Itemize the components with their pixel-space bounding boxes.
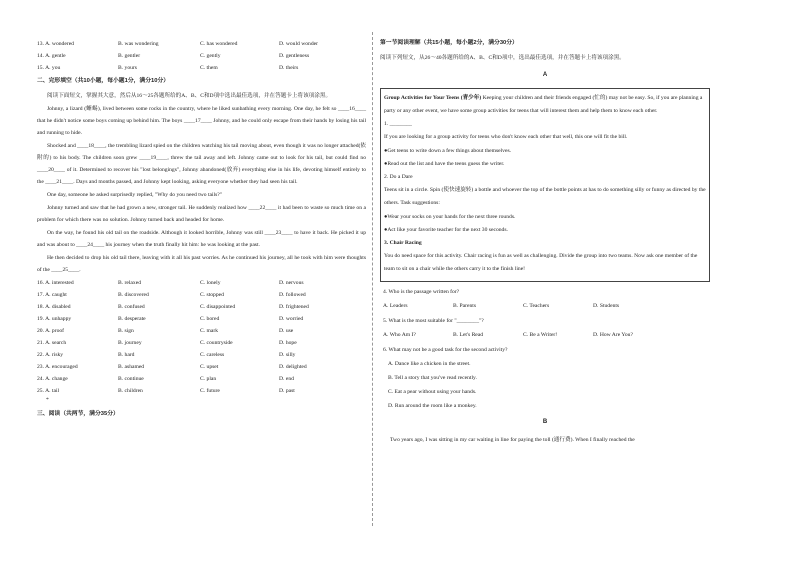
box-intro xyxy=(384,92,706,118)
options-13-15 xyxy=(37,38,366,74)
options-row xyxy=(37,50,366,62)
passage-paragraph: He then decided to drop his old tail there, leaving with it all his past worries. As he continued his journey, all he took with him were thoughts of the ____25____. xyxy=(37,255,366,274)
passage-paragraph: Shocked and ____18____, the trembling lizard spied on the children watching his tail moving about, even though it was no longer attached(依附的) to his body. The children soon grew ____19____, threw the tail away and left. Johnny came out to look for his tail, but could find no ____20____ of it. Determined to recover his "lost belongings", Johnny abandoned(放弃) everything else in his life, devoting himself entirely to the ____21____. Days and months passed, and Johnny kept looking, asking everyone whether they had seen his tail. xyxy=(37,143,366,186)
option-a: 21. A. search xyxy=(37,339,67,346)
column-divider xyxy=(372,32,373,526)
question-5-options xyxy=(380,328,710,343)
option-a: 24. A. change xyxy=(37,375,68,382)
passage-a-box xyxy=(380,88,710,282)
activity-1-heading: 1. ________ xyxy=(384,121,412,128)
activity-3-body: You do need space for this activity. Chair racing is fun as well as challenging. Divide the group into two teams. Now ask one member of the team to sit on a chair while the others carry it to the finish line! xyxy=(384,253,698,273)
option-a: A. Who Am I? xyxy=(383,331,416,338)
option-b: B. yours xyxy=(118,64,137,71)
activity-2-body: Teens sit in a circle. Spin (使快速旋转) a bottle and whoever the top of the bottle points at has to do something silly or funny as directed by the others. Task suggestions: xyxy=(384,187,706,207)
option-a: 22. A. risky xyxy=(37,351,64,358)
activity-2-bullet: ●Wear your socks on your hands for the next three rounds. xyxy=(384,213,516,220)
option-c: C. lonely xyxy=(200,279,221,286)
option-b: B. discovered xyxy=(118,291,149,298)
passage-paragraph: One day, someone he asked surprisedly replied, "Why do you need two tails?" xyxy=(47,192,223,199)
option-b: B. relaxed xyxy=(118,279,141,286)
activity-2-bullet: ●Act like your favorite teacher for the next 30 seconds. xyxy=(384,226,508,233)
option-c: C. mark xyxy=(200,327,219,334)
option-c: C. future xyxy=(200,387,220,394)
question-5: 5. What is the most suitable for "________"? xyxy=(383,317,484,324)
activity-1-body: If you are looking for a group activity for teens who don't know each other that well, this one will fit the bill. xyxy=(384,134,628,141)
passage-paragraph: Johnny turned and saw that he had grown a new, stronger tail. He suddenly realized how ____22____ it had been to waste so much time on a problem for which there was no solution. Johnny turned back and headed for home. xyxy=(37,205,366,224)
options-row xyxy=(37,38,366,50)
option-c: C. upset xyxy=(200,363,219,370)
right-column xyxy=(380,38,710,447)
section-3-title: 三、阅读（共两节，满分35分） xyxy=(37,411,119,418)
options-row xyxy=(37,349,366,361)
option-c: C. plan xyxy=(200,375,217,382)
option-d: D. past xyxy=(279,387,295,394)
options-row xyxy=(37,313,366,325)
option-d: D. delighted xyxy=(279,363,307,370)
option-a: 23. A. encouraged xyxy=(37,363,78,370)
option-c: C. Eat a pear without using your hands. xyxy=(388,388,477,395)
option-d: D. nervous xyxy=(279,279,304,286)
option-a: A. Dance like a chicken in the street. xyxy=(388,360,471,367)
passage-paragraph: Johnny, a lizard (蜥蜴), lived between some rocks in the country, where he liked sunbathing every morning. One day, he felt so ____16____ that he didn't notice some boys coming up behind him. The boys ____17____ Johnny, and he could only escape from their hands by losing his tail and running to hide. xyxy=(37,106,366,137)
option-d: D. hope xyxy=(279,339,297,346)
options-row xyxy=(37,325,366,337)
option-b: B. Parents xyxy=(453,302,476,309)
option-c: C. gently xyxy=(200,52,221,59)
option-d: D. would wonder xyxy=(279,40,318,47)
box-intro-title: Group Activities for Your Teens (青少年) xyxy=(384,94,482,101)
options-row xyxy=(37,373,366,385)
option-b: B. children xyxy=(118,387,143,394)
option-a: 14. A. gentle xyxy=(37,52,66,59)
option-d: D. Run around the room like a monkey. xyxy=(388,402,477,409)
option-a: 18. A. disabled xyxy=(37,303,71,310)
option-b: B. ashamed xyxy=(118,363,145,370)
section-2-instructions: 阅读下面短文，掌握其大意，然后从16～25各题所给的A、B、C和D项中选出最佳选项，并在答题卡上将该项涂黑。 xyxy=(47,93,332,100)
option-d: D. frightened xyxy=(279,303,309,310)
options-row xyxy=(37,277,366,289)
option-b: B. hard xyxy=(118,351,135,358)
option-a: 25. A. tail xyxy=(37,387,60,394)
cloze-passage xyxy=(37,103,366,276)
options-row xyxy=(37,337,366,349)
option-a: 13. A. wondered xyxy=(37,40,74,47)
option-c: C. has wondered xyxy=(200,40,238,47)
left-column xyxy=(37,38,366,423)
option-d: D. use xyxy=(279,327,294,334)
option-b: B. Tell a story that you've read recently. xyxy=(388,374,477,381)
option-b: B. continue xyxy=(118,375,144,382)
option-d: D. end xyxy=(279,375,294,382)
box-intro-text: Keeping your children and their friends engaged (忙的) may not be easy. So, if you are planning a party or any other event, we have some group activities for teens that will interest them and help them to know each other. xyxy=(384,94,703,114)
option-c: C. bored xyxy=(200,315,220,322)
option-d: D. How Are You? xyxy=(593,331,633,338)
option-c: C. disappointed xyxy=(200,303,236,310)
option-c: C. careless xyxy=(200,351,225,358)
option-b: B. sign xyxy=(118,327,134,334)
option-d: D. followed xyxy=(279,291,306,298)
section-2-title: 二、完形填空（共10小题，每小题1分，满分10分） xyxy=(37,78,170,84)
option-b: B. journey xyxy=(118,339,142,346)
option-c: C. countryside xyxy=(200,339,233,346)
activity-2-heading: 2. Do a Dare xyxy=(384,173,413,180)
part-1-instructions: 阅读下列短文，从26～40各题所给的A、B、C和D项中，选出最佳选项，并在答题卡上将该项涂黑。 xyxy=(380,55,625,62)
option-b: B. Let's Read xyxy=(453,331,484,338)
stray-mark: * xyxy=(46,397,49,404)
option-d: D. worried xyxy=(279,315,304,322)
option-c: C. them xyxy=(200,64,218,71)
passage-b-text: Two years ago, I was sitting in my car waiting in line for paying the toll (通行费). When I finally reached the xyxy=(390,437,635,444)
option-a: 17. A. caught xyxy=(37,291,67,298)
passage-b-label: B xyxy=(542,418,548,425)
option-b: B. gentler xyxy=(118,52,141,59)
activity-3-heading: 3. Chair Racing xyxy=(384,239,422,246)
option-c: C. Be a Writer! xyxy=(523,331,558,338)
option-b: B. was wondering xyxy=(118,40,159,47)
option-d: D. silly xyxy=(279,351,296,358)
activity-1-bullet: ●Read out the list and have the teens guess the writer. xyxy=(384,160,505,167)
options-row xyxy=(37,385,366,397)
question-6: 6. What may not be a good task for the second activity? xyxy=(383,346,508,353)
option-a: 15. A. you xyxy=(37,64,61,71)
option-a: 19. A. unhappy xyxy=(37,315,72,322)
passage-a-label: A xyxy=(542,72,548,79)
option-d: D. gentleness xyxy=(279,52,310,59)
option-c: C. Teachers xyxy=(523,302,550,309)
question-4: 4. Who is the passage written for? xyxy=(383,288,460,295)
option-b: B. confused xyxy=(118,303,145,310)
options-row xyxy=(37,301,366,313)
option-a: 20. A. proof xyxy=(37,327,65,334)
activity-1-bullet: ●Get teens to write down a few things about themselves. xyxy=(384,147,512,154)
passage-paragraph: On the way, he found his old tail on the roadside. Although it looked horrible, Johnny was still ____23____ to have it back. He picked it up and was about to ____24____ his journey when the truth finally hit him: he was looking at the past. xyxy=(37,230,366,249)
options-row xyxy=(37,289,366,301)
part-1-title: 第一节阅读理解（共15小题，每小题2分，满分30分） xyxy=(380,40,518,46)
option-d: D. theirs xyxy=(279,64,299,71)
option-c: C. stopped xyxy=(200,291,224,298)
option-d: D. Students xyxy=(593,302,620,309)
options-16-25 xyxy=(37,277,366,397)
option-a: 16. A. interested xyxy=(37,279,74,286)
options-row xyxy=(37,62,366,74)
option-a: A. Leaders xyxy=(383,302,408,309)
questions xyxy=(380,285,710,413)
option-b: B. desperate xyxy=(118,315,146,322)
question-4-options xyxy=(380,299,710,314)
options-row xyxy=(37,361,366,373)
